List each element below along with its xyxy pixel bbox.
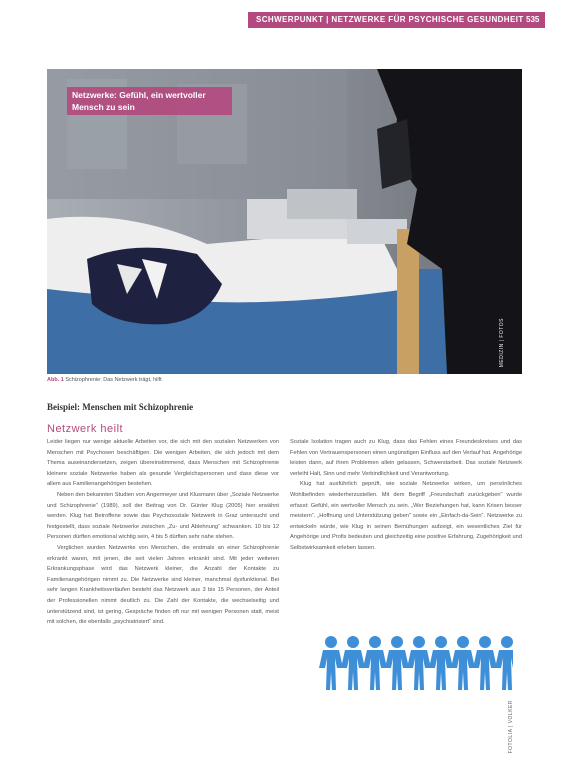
paragraph: Leider liegen nur wenige aktuelle Arbeiten vor, die sich mit den sozialen Netzwerken von Menschen mit Psychosen beschäftigen. Die wenigen Arbeiten, die sich jedoch mit dem Thema auseinandersetzen, zeigen übereinstimmend, dass Menschen mit Schizophrenie kleinere soziale Netzwerke haben als gesunde Vergleichspersonen und dass diese vor allem aus Familienangehörigen bestehen. (47, 439, 279, 488)
paragraph: Neben den bekannten Studien von Angermeyer und Klusmann über „Soziale Netzwerke und Schizophrenie“ (1989), soll der Beitrag von Dr. Günter Klug (2005) hier erwähnt werden. Klug hat Betroffene sowie das Psychosoziale Netzwerk in Graz untersucht und festgestellt, dass soziale Netzwerke zwischen „Zu- und Ablehnung“ schwanken. 10 bis 12 Personen dürften emotional wichtig sein, 4 bis 5 dürften sehr nahe stehen. (47, 491, 279, 541)
photo-caption (47, 377, 162, 383)
right-column (290, 437, 522, 554)
caption-text: Schizophrenie: Das Netzwerk trägt, hilft (65, 377, 162, 383)
page-number: 535 (526, 15, 540, 24)
paragraph: Verglichen wurden Netzwerke von Menschen, die erstmals an einer Schizophrenie erkrankt waren, mit jenen, die seit vielen Jahren erkrankt sind. Mit jeder weiteren Erkrankungsphase wird das Netzwerk kleiner, die Anzahl der Kontakte zu Familienangehörigen nimmt zu. Die Netzwerke sind kleiner, manchmal dysfunktional. Bei sehr langen Krankheitsverläufen besteht das Netzwerk aus 3 bis 15 Personen, der Anteil der Professionellen nimmt deutlich zu. Die Zahl der Kontakte, die wechselseitig und unterstützend sind, ist gering, Gespräche finden oft nur mit wenigen Personen statt, meist mit solchen, die ebenfalls „psychiatrisiert“ sind. (47, 544, 279, 626)
left-column (47, 437, 279, 628)
paper-people-icon (319, 628, 513, 710)
article-title: Beispiel: Menschen mit Schizophrenie (47, 402, 194, 412)
paragraph: Klug hat ausführlich geprüft, wie soziale Netzwerke wirken, um persönliches Wohlbefinden wiederherzustellen. Mit dem Begriff „Freundschaft zurückgeben“ wurde erfasst: Gefühl, ein wertvoller Mensch zu sein. „Wer Beziehungen hat, kann Krisen besser meistern“. „Hoffnung und Unterstützung geben“ sowie ein „Einfach-da-Sein“. Netzwerke zu entwickeln würde, wie Klug in seinen Bemühungen aufzeigt, ein wesentliches Ziel für Angehörige und Profis bedeuten und gleichzeitig eine positive Erfahrung, Zugehörigkeit und Selbstwirksamkeit erleben lassen. (290, 481, 522, 551)
photo-credit: MEDIZIN | FOTOS (499, 318, 505, 368)
article-subhead: Netzwerk heilt (47, 423, 124, 435)
paragraph: Soziale Isolation tragen auch zu Klug, dass das Fehlen eines Freundeskreises und das Fehlen von Vertrauenspersonen einen ungünstigen Einfluss auf den Verlauf hat. Angehörige leisten dann, auf ihren Problemen allein gelassen, Schwerstarbeit. Das soziale Netzwerk verleiht Halt, Sinn und mehr Verbindlichkeit und Verantwortung. (290, 439, 522, 477)
figure-credit: FOTOLIA | VOLKER (508, 700, 514, 754)
paper-people-figure (319, 628, 513, 710)
section-header: SCHWERPUNKT | NETZWERKE FÜR PSYCHISCHE GESUNDHEIT (256, 15, 524, 24)
photo-overlay-quote: Netzwerke: Gefühl, ein wertvoller Mensch zu sein (67, 87, 232, 115)
caption-label: Abb. 1 (47, 377, 64, 383)
